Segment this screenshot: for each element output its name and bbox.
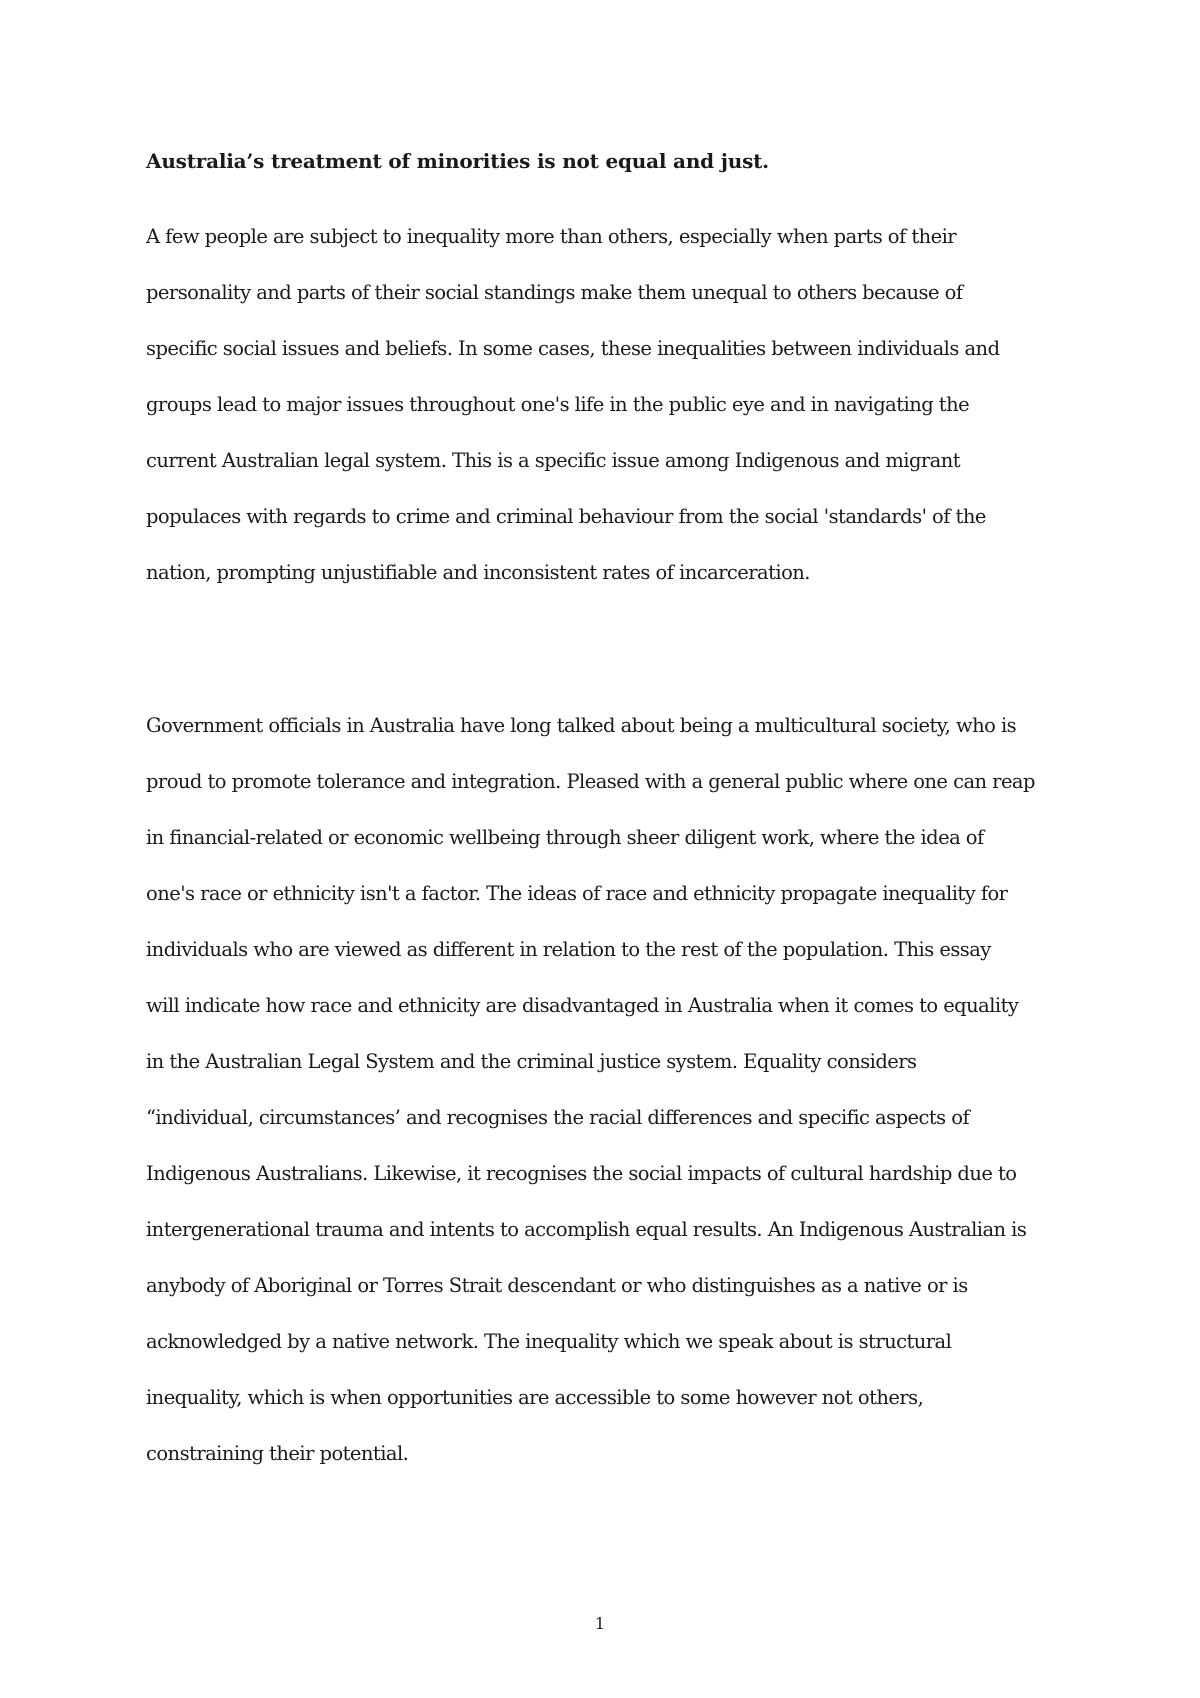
document-title: Australia’s treatment of minorities is not equal and just. xyxy=(146,149,769,173)
paragraph-line: groups lead to major issues throughout one's life in the public eye and in navigating the xyxy=(146,393,970,416)
paragraph-line: specific social issues and beliefs. In some cases, these inequalities between individuals and xyxy=(146,337,1000,360)
paragraph-line: nation, prompting unjustifiable and inconsistent rates of incarceration. xyxy=(146,561,810,584)
paragraph-line: constraining their potential. xyxy=(146,1442,409,1465)
paragraph-line: “individual, circumstances’ and recognises the racial differences and specific aspects of xyxy=(146,1106,970,1129)
paragraph-line: A few people are subject to inequality more than others, especially when parts of their xyxy=(146,225,957,248)
paragraph-line: anybody of Aboriginal or Torres Strait descendant or who distinguishes as a native or is xyxy=(146,1274,968,1297)
paragraph-line: will indicate how race and ethnicity are disadvantaged in Australia when it comes to equality xyxy=(146,994,1019,1017)
paragraph-line: in the Australian Legal System and the criminal justice system. Equality considers xyxy=(146,1050,917,1073)
paragraph-line: individuals who are viewed as different in relation to the rest of the population. This essay xyxy=(146,938,991,961)
paragraph-line: inequality, which is when opportunities are accessible to some however not others, xyxy=(146,1386,924,1409)
paragraph-line: populaces with regards to crime and criminal behaviour from the social 'standards' of the xyxy=(146,505,986,528)
page-number: 1 xyxy=(594,1614,606,1633)
paragraph-line: intergenerational trauma and intents to accomplish equal results. An Indigenous Australian is xyxy=(146,1218,1027,1241)
paragraph-line: in financial-related or economic wellbeing through sheer diligent work, where the idea of xyxy=(146,826,984,849)
paragraph-line: acknowledged by a native network. The inequality which we speak about is structural xyxy=(146,1330,952,1353)
paragraph-line: current Australian legal system. This is a specific issue among Indigenous and migrant xyxy=(146,449,961,472)
paragraph-line: Indigenous Australians. Likewise, it recognises the social impacts of cultural hardship due to xyxy=(146,1162,1017,1185)
paragraph-line: personality and parts of their social standings make them unequal to others because of xyxy=(146,281,963,304)
paragraph-line: one's race or ethnicity isn't a factor. The ideas of race and ethnicity propagate inequality for xyxy=(146,882,1008,905)
paragraph-line: proud to promote tolerance and integration. Pleased with a general public where one can reap xyxy=(146,770,1035,793)
paragraph-body xyxy=(146,711,1086,1495)
paragraph-introduction xyxy=(146,222,1086,614)
paragraph-line: Government officials in Australia have long talked about being a multicultural society, who is xyxy=(146,714,1017,737)
